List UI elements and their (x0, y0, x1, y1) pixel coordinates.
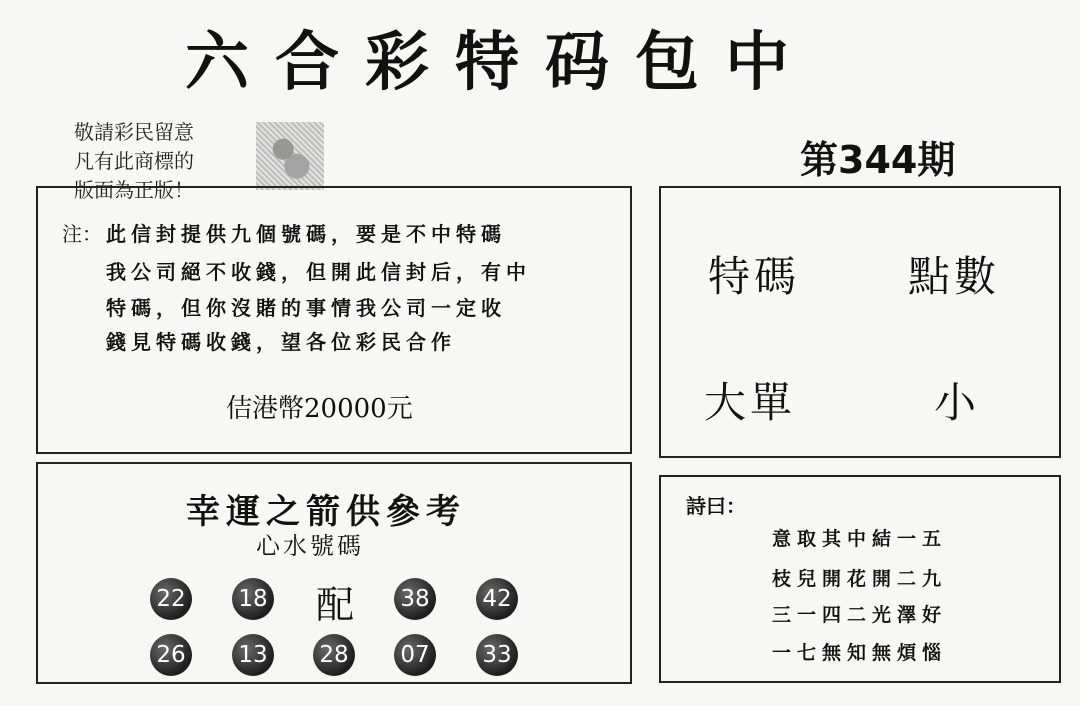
bet-item-special: 特碼 (708, 252, 801, 301)
page-title: 六合彩特码包中 (185, 26, 815, 100)
pair-label: 配 (316, 583, 355, 627)
note-line: 錢見特碼收錢，望各位彩民合作 (106, 330, 456, 354)
number-ball: 22 (150, 578, 192, 620)
bet-item-small: 小 (934, 378, 981, 427)
notice-line: 版面為正版！ (74, 178, 194, 202)
bet-item-big-odd: 大單 (704, 378, 797, 427)
number-ball: 07 (394, 634, 436, 676)
number-ball: 13 (232, 634, 274, 676)
poem-line: 一七無知無煩惱 (772, 642, 948, 664)
number-ball: 38 (394, 578, 436, 620)
number-ball: 18 (232, 578, 274, 620)
note-line: 特碼，但你沒賭的事情我公司一定收 (106, 296, 506, 320)
bet-item-points: 點數 (908, 252, 1001, 301)
note-prefix: 注： (62, 222, 102, 246)
notice-line: 凡有此商標的 (74, 149, 194, 173)
number-ball: 26 (150, 634, 192, 676)
poem-title: 詩曰： (686, 494, 746, 518)
trademark-logo (256, 122, 324, 190)
notice-line: 敬請彩民留意 (74, 120, 194, 144)
poem-line: 意取其中結一五 (772, 528, 948, 550)
lucky-subtitle: 心水號碼 (256, 532, 364, 560)
note-line: 我公司絕不收錢，但開此信封后，有中 (106, 260, 531, 284)
poem-line: 枝兒開花開二九 (772, 568, 948, 590)
number-ball: 28 (313, 634, 355, 676)
lucky-title: 幸運之箭供參考 (186, 492, 466, 532)
number-ball: 42 (476, 578, 518, 620)
note-line: 此信封提供九個號碼，要是不中特碼 (106, 222, 506, 246)
price-label: 佶港幣20000元 (226, 394, 413, 424)
poem-line: 三一四二光澤好 (772, 604, 948, 626)
number-ball: 33 (476, 634, 518, 676)
issue-number: 第344期 (800, 138, 956, 182)
